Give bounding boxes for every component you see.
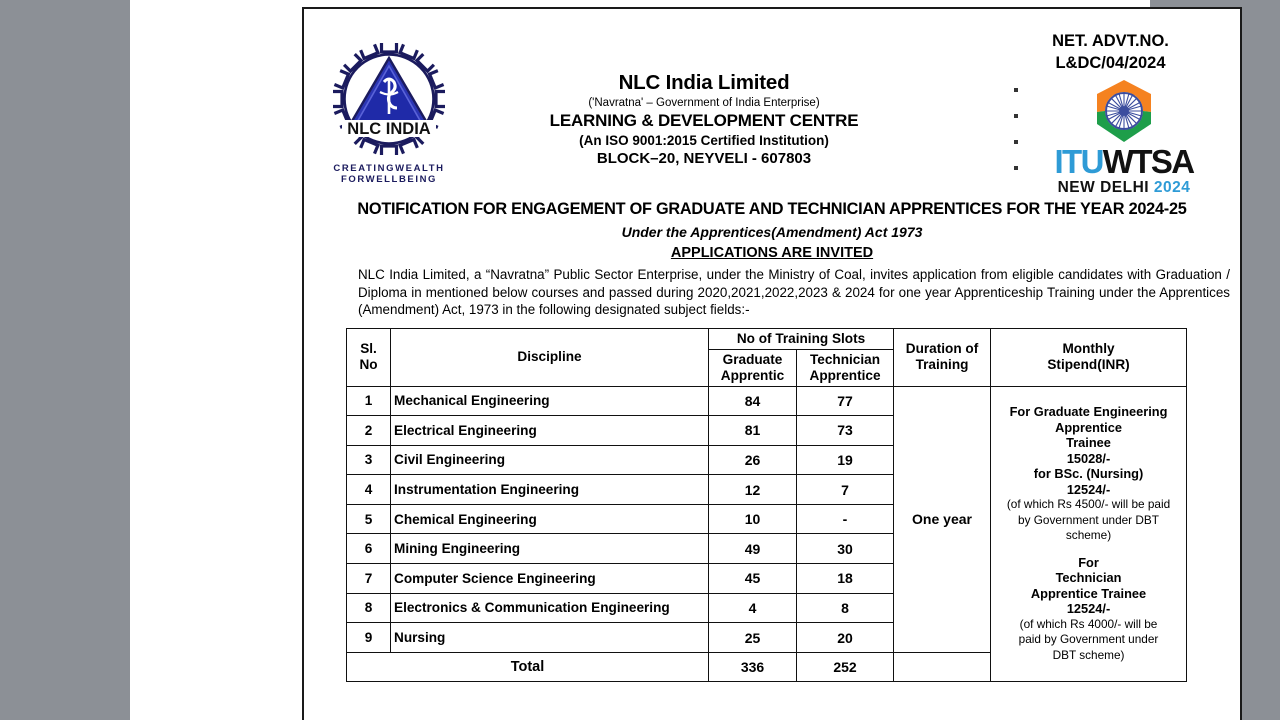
- cell-graduate-slots: 10: [709, 504, 797, 534]
- nlc-emblem-icon: [326, 36, 452, 162]
- header-technician-apprentice: [797, 349, 894, 386]
- cell-total-duration-blank: [894, 652, 991, 682]
- cell-discipline: Mechanical Engineering: [391, 386, 709, 416]
- organisation-centre: LEARNING & DEVELOPMENT CENTRE: [549, 111, 859, 130]
- stipend-tech-line3: Apprentice Trainee: [1030, 585, 1147, 601]
- header-graduate-apprentice: [709, 349, 797, 386]
- document-header: [314, 16, 1230, 196]
- stipend-tech-line1: For: [1078, 554, 1099, 570]
- header-technician-line2: Apprentice: [809, 367, 881, 383]
- header-stipend-line1: Monthly: [1062, 341, 1115, 356]
- cell-sl-no: 9: [347, 623, 391, 653]
- ashoka-chakra-icon: [1091, 78, 1157, 144]
- introduction-paragraph: NLC India Limited, a “Navratna” Public Sector Enterprise, under the Ministry of Coal, invites application from eligible candidates with Graduation / Diploma in mentioned below courses and passed during 2020,2021,2022,2023 & 2024 for one year Apprenticeship Training under the Apprentices (Amendment) Act, 1973 in the following designated subject fields:-: [358, 267, 1230, 317]
- cell-discipline: Chemical Engineering: [391, 504, 709, 534]
- advertisement-line1: NET. ADVT.NO.: [1052, 32, 1169, 50]
- cell-graduate-slots: 4: [709, 593, 797, 623]
- notification-title: NOTIFICATION FOR ENGAGEMENT OF GRADUATE AND TECHNICIAN APPRENTICES FOR THE YEAR 2024-25: [357, 200, 1187, 218]
- cell-total-label: Total: [347, 652, 709, 682]
- table-row: [347, 386, 1187, 416]
- cell-discipline: Civil Engineering: [391, 445, 709, 475]
- stipend-tech-amount: 12524/-: [1066, 601, 1111, 617]
- nlc-tagline-line2: FORWELLBEING: [340, 174, 438, 185]
- header-graduate-line1: Graduate: [722, 351, 783, 367]
- cell-sl-no: 8: [347, 593, 391, 623]
- cell-sl-no: 2: [347, 416, 391, 446]
- cell-total-technician: 252: [797, 652, 894, 682]
- table-body: [347, 386, 1187, 682]
- header-stipend: [991, 328, 1187, 386]
- header-training-slots: No of Training Slots: [709, 328, 894, 349]
- page-content: [314, 16, 1230, 720]
- cell-discipline: Electronics & Communication Engineering: [391, 593, 709, 623]
- header-duration-line1: Duration of: [905, 341, 979, 356]
- itu-location: [1024, 179, 1224, 196]
- cell-total-graduate: 336: [709, 652, 797, 682]
- applications-invited-heading: APPLICATIONS ARE INVITED: [670, 245, 874, 261]
- stipend-tech-note-line3: DBT scheme): [1052, 647, 1125, 662]
- advertisement-line2: L&DC/04/2024: [1055, 54, 1166, 72]
- organisation-name: NLC India Limited: [618, 71, 790, 94]
- cell-discipline: Electrical Engineering: [391, 416, 709, 446]
- cell-discipline: Computer Science Engineering: [391, 564, 709, 594]
- stipend-grad-note-line2: by Government under DBT: [1018, 512, 1159, 527]
- cell-sl-no: 3: [347, 445, 391, 475]
- cell-sl-no: 5: [347, 504, 391, 534]
- organisation-block: [464, 71, 944, 167]
- itu-year-text: 2024: [1153, 179, 1191, 196]
- stipend-grad-line3: Trainee: [1066, 435, 1111, 451]
- cell-graduate-slots: 25: [709, 623, 797, 653]
- cell-graduate-slots: 84: [709, 386, 797, 416]
- stipend-grad-line2: Apprentice: [1055, 419, 1122, 435]
- cell-technician-slots: 77: [797, 386, 894, 416]
- stipend-grad-line1: For Graduate Engineering: [1009, 404, 1168, 420]
- dot-4: [1014, 166, 1018, 170]
- cell-technician-slots: 8: [797, 593, 894, 623]
- cell-discipline: Mining Engineering: [391, 534, 709, 564]
- header-stipend-line2: Stipend(INR): [1047, 357, 1130, 372]
- dot-3: [1014, 140, 1018, 144]
- decorative-dots: [1014, 88, 1018, 192]
- cell-graduate-slots: 81: [709, 416, 797, 446]
- stipend-nursing-amount: 12524/-: [1066, 481, 1111, 497]
- advertisement-number: [993, 30, 1228, 74]
- cell-discipline: Nursing: [391, 623, 709, 653]
- cell-duration: One year: [894, 386, 991, 652]
- header-duration: [894, 328, 991, 386]
- organisation-iso: (An ISO 9001:2015 Certified Institution): [579, 133, 829, 148]
- stipend-tech-note-line1: (of which Rs 4000/- will be: [1019, 616, 1158, 631]
- header-sl-no: [347, 328, 391, 386]
- cell-technician-slots: 18: [797, 564, 894, 594]
- dot-2: [1014, 114, 1018, 118]
- header-graduate-line2: Apprentic: [720, 367, 785, 383]
- stipend-nursing-label: for BSc. (Nursing): [1033, 466, 1144, 482]
- cell-sl-no: 4: [347, 475, 391, 505]
- itu-wordmark: [1024, 145, 1224, 179]
- cell-technician-slots: -: [797, 504, 894, 534]
- training-slots-table: [346, 328, 1187, 683]
- nlc-tagline-line1: CREATINGWEALTH: [333, 163, 445, 174]
- cell-stipend-details: [991, 386, 1187, 682]
- svg-text:NLC INDIA: NLC INDIA: [347, 120, 431, 138]
- stipend-grad-note-line3: scheme): [1065, 528, 1112, 543]
- cell-technician-slots: 19: [797, 445, 894, 475]
- stipend-tech-note-line2: paid by Government under: [1018, 632, 1159, 647]
- itu-wtsa-logo: [1024, 78, 1224, 196]
- cell-technician-slots: 20: [797, 623, 894, 653]
- cell-sl-no: 1: [347, 386, 391, 416]
- organisation-address: BLOCK–20, NEYVELI - 607803: [596, 150, 812, 167]
- organisation-subtitle: ('Navratna' – Government of India Enterprise): [588, 97, 820, 109]
- wtsa-text: WTSA: [1102, 143, 1194, 180]
- header-discipline: Discipline: [391, 328, 709, 386]
- cell-graduate-slots: 26: [709, 445, 797, 475]
- stipend-spacer: [994, 544, 1183, 555]
- paper-sheet: [130, 0, 1230, 720]
- cell-graduate-slots: 45: [709, 564, 797, 594]
- header-technician-line1: Technician: [810, 351, 880, 367]
- stipend-grad-note-line1: (of which Rs 4500/- will be paid: [1006, 497, 1171, 512]
- stipend-tech-line2: Technician: [1055, 570, 1122, 586]
- cell-discipline: Instrumentation Engineering: [391, 475, 709, 505]
- cell-technician-slots: 30: [797, 534, 894, 564]
- nlc-logo: [314, 36, 464, 185]
- cell-graduate-slots: 12: [709, 475, 797, 505]
- dot-1: [1014, 88, 1018, 92]
- cell-sl-no: 6: [347, 534, 391, 564]
- cell-graduate-slots: 49: [709, 534, 797, 564]
- header-sl-no-line2: No: [359, 357, 378, 372]
- header-sl-no-line1: Sl.: [360, 341, 377, 356]
- header-duration-line2: Training: [915, 357, 969, 372]
- cell-technician-slots: 7: [797, 475, 894, 505]
- apprentices-act-subtitle: Under the Apprentices(Amendment) Act 1973: [621, 224, 923, 240]
- table-header-row-1: [347, 328, 1187, 349]
- itu-city-text: NEW DELHI: [1057, 179, 1150, 196]
- nlc-tagline: [314, 163, 464, 185]
- cell-sl-no: 7: [347, 564, 391, 594]
- stipend-grad-amount: 15028/-: [1066, 450, 1111, 466]
- itu-text: ITU: [1054, 143, 1103, 180]
- cell-technician-slots: 73: [797, 416, 894, 446]
